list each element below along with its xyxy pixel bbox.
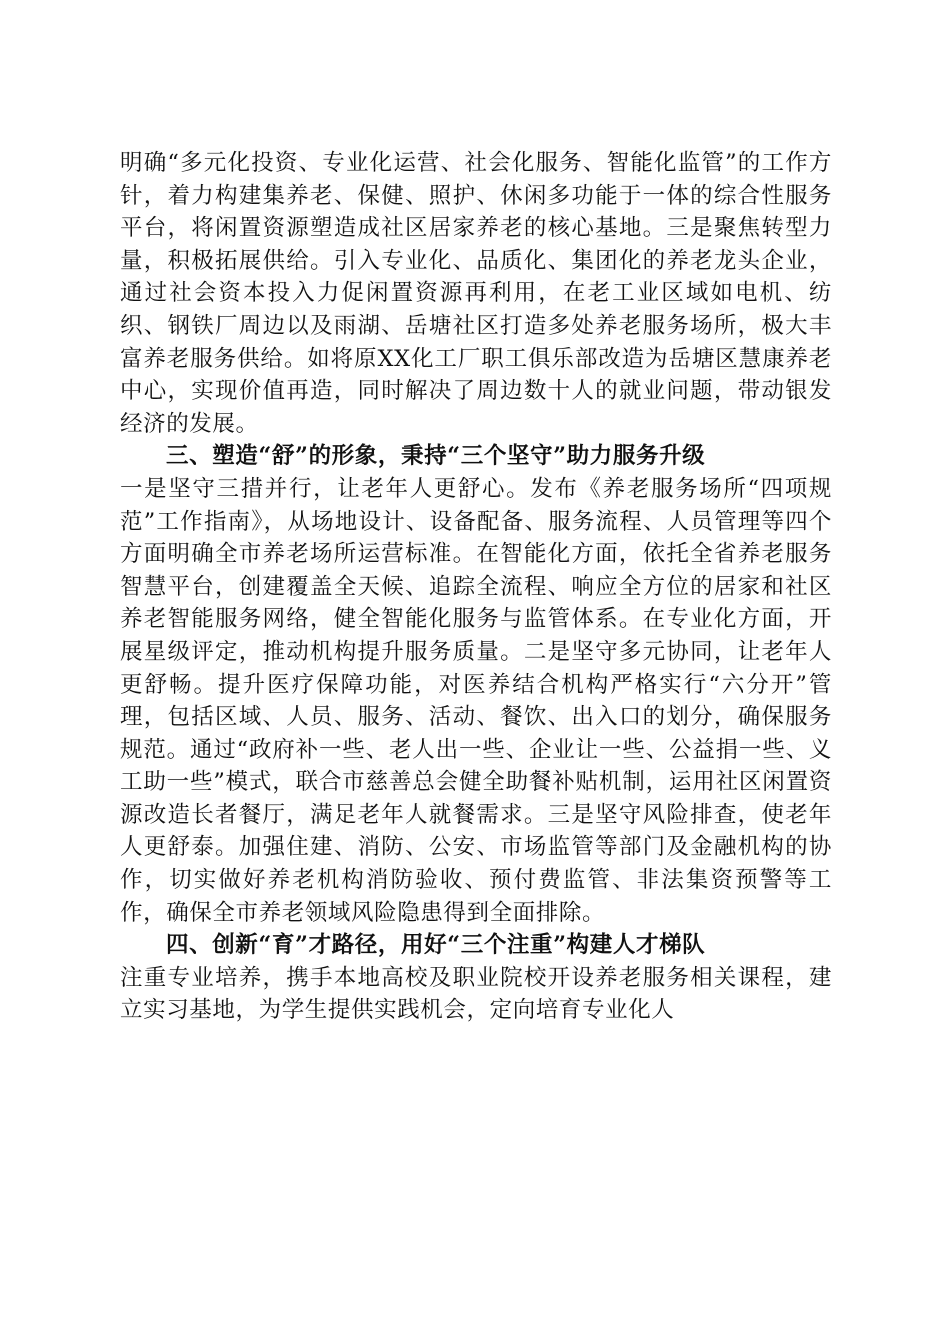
section-heading-4: 四、创新“育”才路径，用好“三个注重”构建人才梯队 <box>166 932 706 959</box>
paragraph-section-4: 注重专业培养，携手本地高校及职业院校开设养老服务相关课程，建立实习基地，为学生提供实践机会，定向培育专业化人 <box>120 964 832 1024</box>
paragraph-continuation: 明确“多元化投资、专业化运营、社会化服务、智能化监管”的工作方针，着力构建集养老、保健、照护、休闲多功能于一体的综合性服务平台，将闲置资源塑造成社区居家养老的核心基地。三是聚焦转型力量，积极拓展供给。引入专业化、品质化、集团化的养老龙头企业，通过社会资本投入力促闲置资源再利用，在老工业区域如电机、纺织、钢铁厂周边以及雨湖、岳塘社区打造多处养老服务场所，极大丰富养老服务供给。如将原XX化工厂职工俱乐部改造为岳塘区慧康养老中心，实现价值再造，同时解决了周边数十人的就业问题，带动银发经济的发展。 <box>120 150 832 437</box>
document-body <box>120 147 832 1027</box>
section-heading-3: 三、塑造“舒”的形象，秉持“三个坚守”助力服务升级 <box>166 443 706 470</box>
paragraph-section-3: 一是坚守三措并行，让老年人更舒心。发布《养老服务场所“四项规范”工作指南》，从场地设计、设备配备、服务流程、人员管理等四个方面明确全市养老场所运营标准。在智能化方面，依托全省养老服务智慧平台，创建覆盖全天候、追踪全流程、响应全方位的居家和社区养老智能服务网络，健全智能化服务与监管体系。在专业化方面，开展星级评定，推动机构提升服务质量。二是坚守多元协同，让老年人更舒畅。提升医疗保障功能，对医养结合机构严格实行“六分开”管理，包括区域、人员、服务、活动、餐饮、出入口的划分，确保服务规范。通过“政府补一些、老人出一些、企业让一些、公益捐一些、义工助一些”模式，联合市慈善总会健全助餐补贴机制，运用社区闲置资源改造长者餐厅，满足老年人就餐需求。三是坚守风险排查，使老年人更舒泰。加强住建、消防、公安、市场监管等部门及金融机构的协作，切实做好养老机构消防验收、预付费监管、非法集资预警等工作，确保全市养老领域风险隐患得到全面排除。 <box>120 475 832 926</box>
